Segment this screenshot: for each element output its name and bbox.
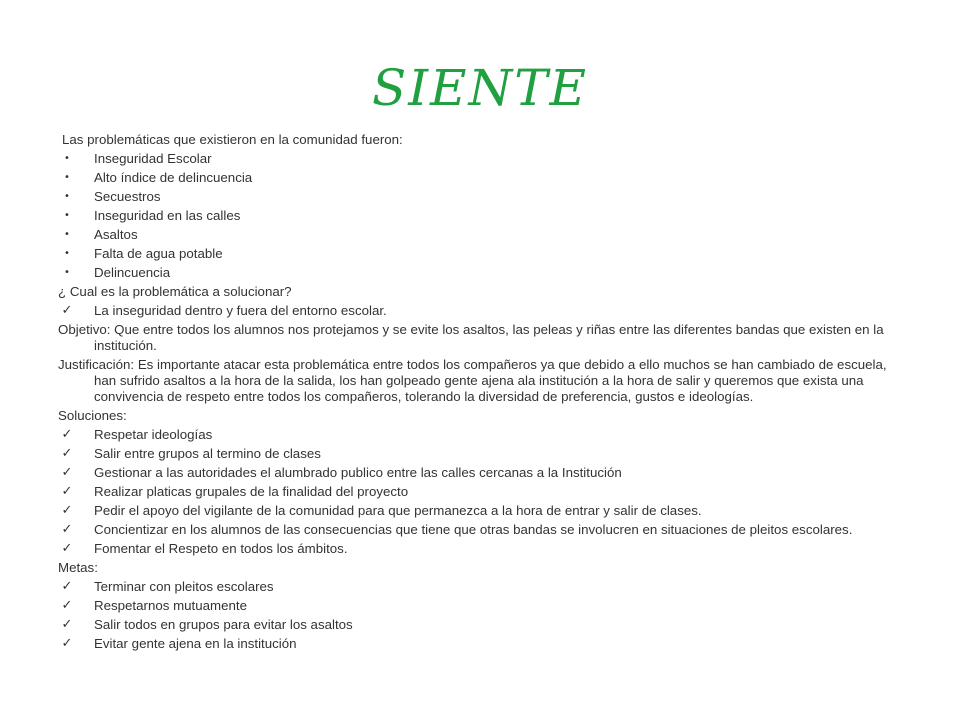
solutions-heading: Soluciones:	[58, 408, 127, 423]
list-item: ✓ Respetarnos mutuamente	[61, 598, 247, 613]
list-item: • Alto índice de delincuencia	[58, 170, 908, 186]
list-item: ✓ Terminar con pleitos escolares	[61, 579, 274, 594]
checkmark-icon: ✓	[61, 427, 73, 442]
checkmark-icon: ✓	[61, 484, 73, 499]
objective-text: Objetivo: Que entre todos los alumnos nos protejamos y se evite los asaltos, las peleas y riñas entre las diferentes bandas que existen en la institución.	[58, 322, 884, 353]
bullet-icon: •	[64, 229, 70, 240]
slide-title: SIENTE	[371, 59, 589, 117]
list-item: • Secuestros	[58, 189, 908, 205]
slide-body	[58, 132, 908, 655]
list-item: ✓ Fomentar el Respeto en todos los ámbitos.	[61, 541, 348, 556]
checkmark-icon: ✓	[61, 636, 73, 651]
checkmark-icon: ✓	[61, 303, 73, 318]
checkmark-icon: ✓	[61, 579, 73, 594]
checkmark-icon: ✓	[61, 446, 73, 461]
bullet-icon: •	[64, 210, 70, 221]
list-item: ✓ Salir entre grupos al termino de clases	[61, 446, 321, 461]
justification-text: Justificación: Es importante atacar esta problemática entre todos los compañeros ya que debido a ello muchos se han cambiado de escuela, han sufrido asaltos a la hora de la salida, los han golpeado gente ajena ala institución a la hora de salir y queremos que exista una convivencia de respeto entre todos los compañeros, tolerando la diversidad de preferencia, gustos e ideologías.	[58, 357, 887, 404]
list-item: • Asaltos	[58, 227, 908, 243]
solutions-list	[58, 427, 908, 557]
problems-list	[58, 151, 908, 281]
list-item: ✓ Concientizar en los alumnos de las consecuencias que tiene que otras bandas se involucren en situaciones de pleitos escolares.	[61, 522, 853, 537]
list-item: ✓ Salir todos en grupos para evitar los asaltos	[61, 617, 353, 632]
goals-list	[58, 579, 908, 652]
checkmark-icon: ✓	[61, 465, 73, 480]
list-item: ✓ Realizar platicas grupales de la finalidad del proyecto	[61, 484, 409, 499]
question-text: ¿ Cual es la problemática a solucionar?	[58, 284, 292, 299]
list-item: • Inseguridad Escolar	[58, 151, 908, 167]
answer-item: ✓ La inseguridad dentro y fuera del entorno escolar.	[61, 303, 387, 318]
checkmark-icon: ✓	[61, 598, 73, 613]
list-item: ✓ Respetar ideologías	[61, 427, 213, 442]
bullet-icon: •	[64, 267, 70, 278]
list-item: • Inseguridad en las calles	[58, 208, 908, 224]
list-item: ✓ Evitar gente ajena en la institución	[61, 636, 297, 651]
list-item: ✓ Pedir el apoyo del vigilante de la comunidad para que permanezca a la hora de entrar y salir de clases.	[61, 503, 702, 518]
checkmark-icon: ✓	[61, 522, 73, 537]
bullet-icon: •	[64, 172, 70, 183]
list-item: • Delincuencia	[58, 265, 908, 281]
checkmark-icon: ✓	[61, 503, 73, 518]
bullet-icon: •	[64, 191, 70, 202]
checkmark-icon: ✓	[61, 541, 73, 556]
intro-text: Las problemáticas que existieron en la comunidad fueron:	[62, 132, 403, 147]
bullet-icon: •	[64, 153, 70, 164]
list-item: • Falta de agua potable	[58, 246, 908, 262]
list-item: ✓ Gestionar a las autoridades el alumbrado publico entre las calles cercanas a la Institución	[61, 465, 622, 480]
checkmark-icon: ✓	[61, 617, 73, 632]
bullet-icon: •	[64, 248, 70, 259]
goals-heading: Metas:	[58, 560, 98, 575]
